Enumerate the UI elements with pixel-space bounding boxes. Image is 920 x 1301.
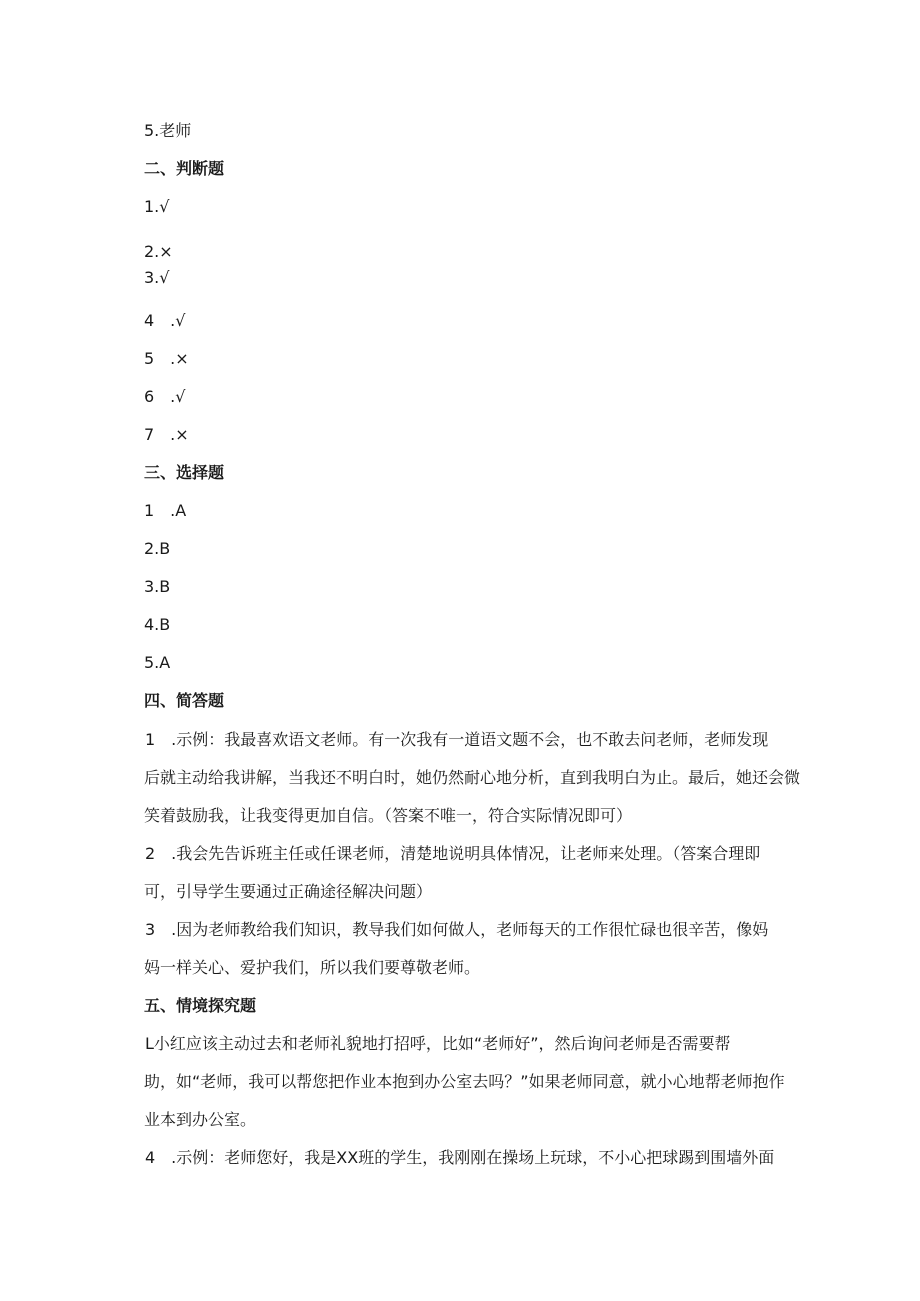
answer-4-2-line-1: 2 .我会先告诉班主任或任课老师，清楚地说明具体情况，让老师来处理。（答案合理即	[145, 844, 761, 863]
answer-4-3-line-2: 妈一样关心、爱护我们，所以我们要尊敬老师。	[144, 958, 481, 977]
answer-5-1-line-2: 助，如“老师，我可以帮您把作业本抱到办公室去吗？”如果老师同意，就小心地帮老师抱作	[144, 1072, 785, 1091]
answer-4-1-line-1: 1 .示例：我最喜欢语文老师。有一次我有一道语文题不会，也不敢去问老师，老师发现	[145, 730, 769, 749]
answer-3-1: 1 .A	[144, 501, 187, 520]
answer-2-7: 7 .×	[144, 425, 189, 444]
section-2-heading: 二、判断题	[144, 159, 225, 178]
answer-4-1-line-3: 笑着鼓励我，让我变得更加自信。（答案不唯一，符合实际情况即可）	[144, 806, 633, 825]
answer-1-5: 5.老师	[144, 121, 192, 140]
answer-3-2: 2.B	[144, 539, 171, 558]
answer-2-4: 4 .√	[144, 311, 186, 330]
answer-5-1-line-3: 业本到办公室。	[144, 1110, 257, 1129]
answer-2-6: 6 .√	[144, 387, 186, 406]
answer-2-5: 5 .×	[144, 349, 189, 368]
answer-2-3: 3.√	[144, 268, 170, 287]
section-4-heading: 四、简答题	[144, 691, 225, 710]
answer-4-2-line-2: 可，引导学生要通过正确途径解决问题）	[144, 882, 433, 901]
answer-3-5: 5.A	[144, 653, 171, 672]
answer-5-4-line-1: 4 .示例：老师您好，我是XX班的学生，我刚刚在操场上玩球，不小心把球踢到围墙外面	[145, 1148, 775, 1167]
answer-2-2: 2.×	[144, 242, 173, 261]
answer-4-3-line-1: 3 .因为老师教给我们知识，教导我们如何做人，老师每天的工作很忙碌也很辛苦，像妈	[145, 920, 769, 939]
section-3-heading: 三、选择题	[144, 463, 225, 482]
answer-3-3: 3.B	[144, 577, 171, 596]
answer-3-4: 4.B	[144, 615, 171, 634]
answer-2-1: 1.√	[144, 197, 170, 216]
answer-5-1-line-1: L小红应该主动过去和老师礼貌地打招呼，比如“老师好”，然后询问老师是否需要帮	[145, 1034, 731, 1053]
answer-4-1-line-2: 后就主动给我讲解，当我还不明白时，她仍然耐心地分析，直到我明白为止。最后，她还会微	[144, 768, 801, 787]
section-5-heading: 五、情境探究题	[144, 996, 257, 1015]
